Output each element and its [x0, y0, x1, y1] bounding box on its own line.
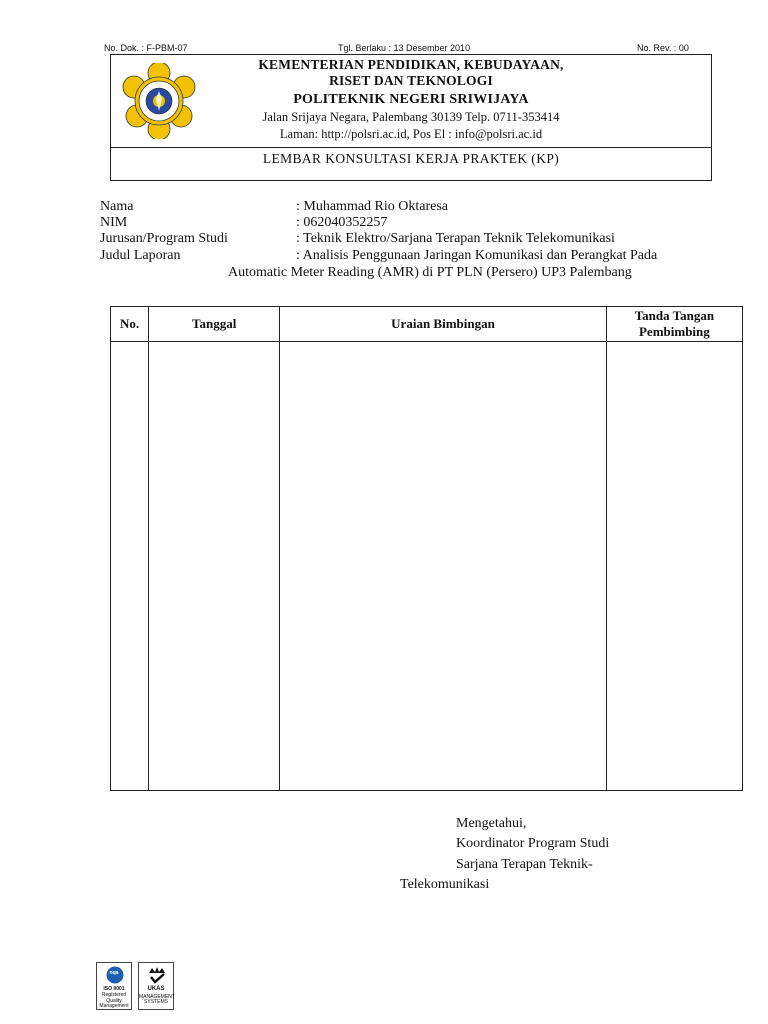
letterhead-box [110, 54, 712, 181]
revision-number: No. Rev. : 00 [637, 43, 689, 53]
program-label: Jurusan/Program Studi [100, 231, 228, 246]
doc-number: No. Dok. : F-PBM-07 [104, 43, 188, 53]
crown-tick-icon [146, 966, 168, 984]
table-row [111, 342, 743, 791]
report-title-continuation: Automatic Meter Reading (AMR) di PT PLN (Persero) UP3 Palembang [228, 265, 632, 280]
institution-address: Jalan Srijaya Negara, Palembang 30139 Telp. 0711-353414 [262, 110, 560, 124]
form-title: LEMBAR KONSULTASI KERJA PRAKTEK (KP) [262, 151, 560, 166]
report-title-value: : Analisis Penggunaan Jaringan Komunikasi dan Perangkat Pada [296, 248, 658, 263]
iso-registered-label: Registered [101, 992, 127, 998]
institution-contact: Laman: http://polsri.ac.id, Pos El : info@polsri.ac.id [279, 127, 543, 141]
institution-name: POLITEKNIK NEGERI SRIWIJAYA [293, 92, 529, 107]
ministry-line-1: KEMENTERIAN PENDIDIKAN, KEBUDAYAAN, [258, 57, 564, 72]
header-signature [606, 307, 742, 342]
header-signature-line2: Pembimbing [638, 324, 710, 339]
cell-guidance [280, 342, 607, 791]
ukas-badge [138, 962, 174, 1010]
nim-label: NIM [100, 215, 128, 230]
nim-value: : 062040352257 [296, 215, 388, 230]
cell-date [149, 342, 280, 791]
header-no: No. [111, 307, 149, 342]
consultation-table [110, 306, 743, 791]
acknowledged-label: Mengetahui, [456, 816, 527, 831]
cell-signature [606, 342, 742, 791]
header-guidance: Uraian Bimbingan [280, 307, 607, 342]
program-value: : Teknik Elektro/Sarjana Terapan Teknik Telekomunikasi [296, 231, 615, 246]
coordinator-title: Koordinator Program Studi [456, 836, 610, 851]
nqa-iso-badge [96, 962, 132, 1010]
report-title-label: Judul Laporan [100, 248, 181, 263]
program-name-line2: Telekomunikasi [400, 877, 490, 892]
table-header-row [111, 307, 743, 342]
program-name-line1: Sarjana Terapan Teknik- [456, 857, 593, 872]
ukas-scope-label: MANAGEMENT SYSTEMS [139, 994, 175, 1005]
header-date: Tanggal [149, 307, 280, 342]
nqa-label: nqa [109, 970, 119, 976]
iso-label: ISO 9001 [103, 986, 125, 992]
header-signature-line1: Tanda Tangan [634, 308, 715, 323]
cell-no [111, 342, 149, 791]
ministry-line-2: RISET DAN TEKNOLOGI [329, 73, 493, 88]
header-divider [111, 147, 711, 148]
name-value: : Muhammad Rio Oktaresa [296, 199, 449, 214]
iso-scope-label: Quality Management [99, 998, 129, 1009]
ukas-label: UKAS [147, 986, 165, 992]
effective-date: Tgl. Berlaku : 13 Desember 2010 [338, 43, 471, 53]
name-label: Nama [100, 199, 134, 214]
